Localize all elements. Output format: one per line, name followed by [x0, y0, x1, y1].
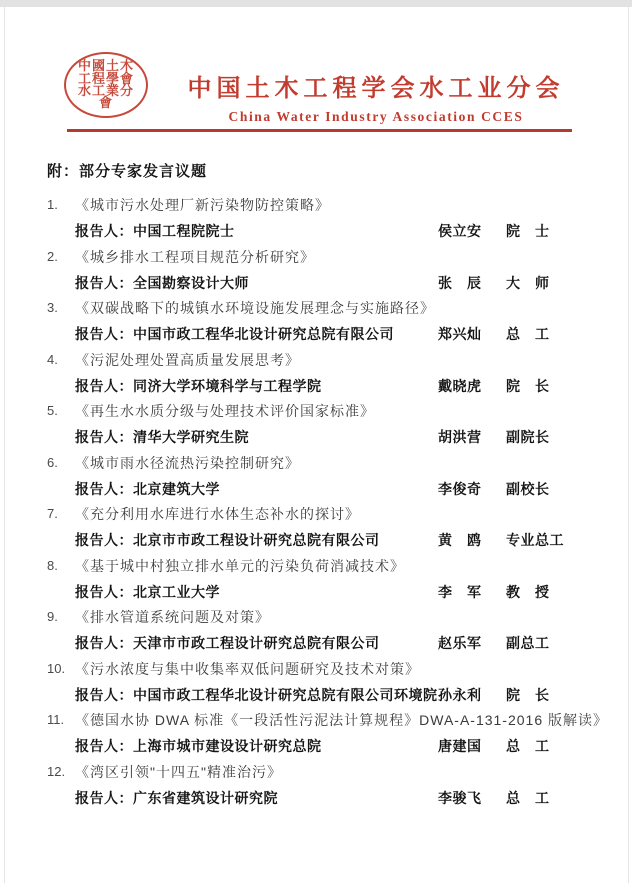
item-number: 4. — [47, 351, 58, 367]
reporter-label: 报告人： — [75, 223, 133, 239]
reporter-post: 副院长 — [506, 429, 550, 445]
agenda-item — [0, 195, 632, 241]
reporter-org: 北京市市政工程设计研究总院有限公司 — [133, 532, 380, 548]
reporter-org: 中国市政工程华北设计研究总院有限公司环境院 — [133, 686, 438, 703]
agenda-item — [0, 659, 632, 705]
reporter-name: 赵乐军 — [438, 635, 482, 651]
reporter-line — [0, 273, 632, 293]
reporter-org: 全国勘察设计大师 — [133, 274, 249, 291]
reporter-line — [0, 582, 632, 602]
reporter-name: 戴晓虎 — [438, 377, 482, 394]
item-number: 10. — [47, 660, 66, 676]
item-topic: 《充分利用水库进行水体生态补水的探讨》 — [75, 506, 360, 522]
topic-line — [0, 195, 632, 215]
reporter-line — [0, 685, 632, 705]
reporter-post: 院 士 — [506, 223, 550, 239]
item-number: 12. — [47, 763, 66, 779]
header-divider — [67, 129, 572, 132]
reporter-line — [0, 530, 632, 550]
topic-line — [0, 247, 632, 267]
item-number: 5. — [47, 403, 58, 418]
reporter-label: 报告人： — [75, 480, 133, 497]
topic-line — [0, 401, 632, 421]
reporter-post: 副校长 — [506, 480, 550, 497]
reporter-line — [0, 736, 632, 756]
item-topic: 《排水管道系统问题及对策》 — [75, 609, 270, 625]
topic-line — [0, 659, 632, 679]
reporter-name: 李俊奇 — [438, 480, 482, 497]
reporter-line — [0, 427, 632, 447]
reporter-post: 总 工 — [506, 326, 550, 342]
reporter-name: 张 辰 — [438, 274, 482, 291]
item-topic: 《德国水协 DWA 标准《一段活性污泥法计算规程》DWA-A-131-2016 版解读》 — [75, 712, 609, 728]
reporter-post: 总 工 — [506, 738, 550, 754]
reporter-label: 报告人： — [75, 686, 133, 703]
reporter-post: 专业总工 — [506, 532, 564, 548]
reporter-post: 教 授 — [506, 583, 550, 600]
reporter-org: 上海市城市建设设计研究总院 — [133, 738, 322, 754]
item-number: 3. — [47, 300, 58, 315]
attachment-heading: 附：部分专家发言议题 — [47, 163, 208, 180]
reporter-post: 总 工 — [506, 789, 550, 806]
reporter-post: 院 长 — [506, 377, 550, 394]
reporter-line — [0, 221, 632, 241]
item-topic: 《湾区引领"十四五"精准治污》 — [75, 763, 282, 780]
agenda-item — [0, 401, 632, 447]
reporter-name: 李骏飞 — [438, 789, 482, 806]
item-number: 6. — [47, 454, 58, 470]
reporter-org: 清华大学研究生院 — [133, 429, 249, 445]
agenda-item — [0, 504, 632, 550]
reporter-org: 广东省建筑设计研究院 — [133, 789, 278, 806]
reporter-label: 报告人： — [75, 274, 133, 291]
topic-line — [0, 350, 632, 370]
item-number: 9. — [47, 609, 58, 624]
item-topic: 《再生水水质分级与处理技术评价国家标准》 — [75, 403, 375, 419]
reporter-label: 报告人： — [75, 635, 133, 651]
agenda-item — [0, 556, 632, 602]
reporter-label: 报告人： — [75, 789, 133, 806]
reporter-org: 中国工程院院士 — [133, 223, 235, 239]
reporter-label: 报告人： — [75, 377, 133, 394]
item-number: 2. — [47, 248, 58, 264]
reporter-line — [0, 376, 632, 396]
item-topic: 《污泥处理处置高质量发展思考》 — [75, 351, 300, 368]
agenda-item — [0, 607, 632, 653]
topic-line — [0, 298, 632, 318]
topic-line — [0, 556, 632, 576]
seal-characters: 中國土木工程學會水工業分會 — [77, 58, 134, 111]
org-title-en: China Water Industry Association CCES — [228, 109, 524, 124]
item-number: 11. — [47, 712, 65, 727]
item-topic: 《城市污水处理厂新污染物防控策略》 — [75, 197, 330, 213]
reporter-name: 黄 鸥 — [438, 532, 482, 548]
reporter-label: 报告人： — [75, 738, 133, 754]
reporter-line — [0, 633, 632, 653]
item-topic: 《城乡排水工程项目规范分析研究》 — [75, 248, 315, 265]
topic-line — [0, 710, 632, 730]
item-topic: 《双碳战略下的城镇水环境设施发展理念与实施路径》 — [75, 300, 435, 316]
association-seal-logo — [64, 52, 148, 118]
item-number: 7. — [47, 506, 58, 521]
reporter-name: 郑兴灿 — [438, 326, 482, 342]
reporter-post: 院 长 — [506, 686, 550, 703]
reporter-label: 报告人： — [75, 429, 133, 445]
reporter-org: 同济大学环境科学与工程学院 — [133, 377, 322, 394]
item-number: 1. — [47, 197, 58, 212]
reporter-label: 报告人： — [75, 326, 133, 342]
reporter-org: 天津市市政工程设计研究总院有限公司 — [133, 635, 380, 651]
reporter-name: 侯立安 — [438, 223, 482, 239]
reporter-name: 胡洪营 — [438, 429, 482, 445]
item-number: 8. — [47, 557, 58, 573]
reporter-label: 报告人： — [75, 532, 133, 548]
topic-line — [0, 504, 632, 524]
topic-line — [0, 453, 632, 473]
header — [170, 68, 582, 125]
reporter-org: 中国市政工程华北设计研究总院有限公司 — [133, 326, 394, 342]
agenda-content — [0, 162, 632, 813]
reporter-line — [0, 479, 632, 499]
reporter-org: 北京工业大学 — [133, 583, 220, 600]
agenda-item — [0, 298, 632, 344]
reporter-post: 副总工 — [506, 635, 550, 651]
topic-line — [0, 607, 632, 627]
item-topic: 《污水浓度与集中收集率双低问题研究及技术对策》 — [75, 660, 420, 677]
reporter-name: 唐建国 — [438, 738, 482, 754]
reporter-line — [0, 788, 632, 808]
agenda-item — [0, 710, 632, 756]
agenda-item — [0, 762, 632, 808]
agenda-item — [0, 453, 632, 499]
reporter-org: 北京建筑大学 — [133, 480, 220, 497]
agenda-item — [0, 247, 632, 293]
agenda-item — [0, 350, 632, 396]
reporter-name: 李 军 — [438, 583, 482, 600]
org-title-cn: 中国土木工程学会水工业分会 — [187, 75, 565, 102]
item-topic: 《基于城中村独立排水单元的污染负荷消减技术》 — [75, 557, 405, 574]
page-edge-top — [0, 0, 632, 7]
reporter-name: 孙永利 — [438, 686, 482, 703]
reporter-line — [0, 324, 632, 344]
topic-line — [0, 762, 632, 782]
reporter-post: 大 师 — [506, 274, 550, 291]
reporter-label: 报告人： — [75, 583, 133, 600]
item-topic: 《城市雨水径流热污染控制研究》 — [75, 454, 300, 471]
